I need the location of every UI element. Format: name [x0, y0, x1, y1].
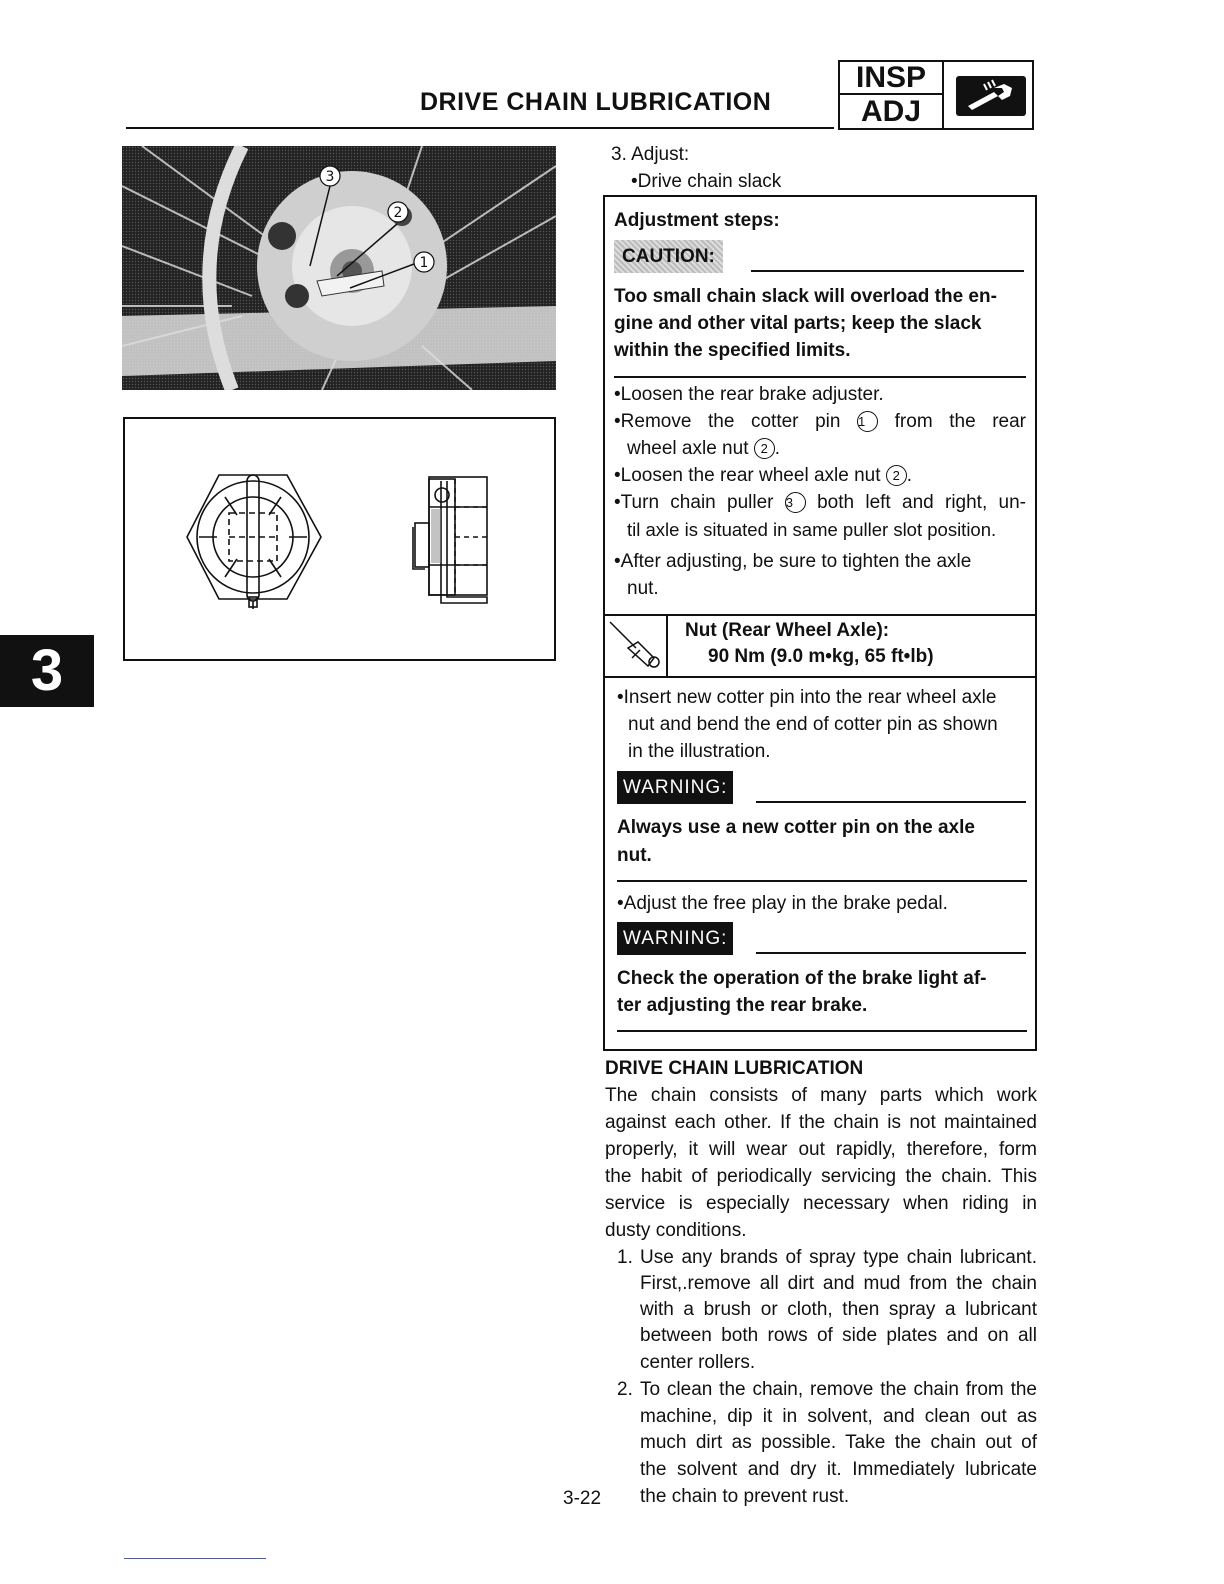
intro-line-4: the habit of periodically servicing the chain. This [605, 1166, 1037, 1187]
box-top-border [603, 195, 1037, 197]
intro-line-3: properly, it will wear out rapidly, therefore, form [605, 1139, 1037, 1160]
step-loosen-axle: •Loosen the rear wheel axle nut 2 . [614, 465, 913, 486]
step-tighten-axle: •After adjusting, be sure to tighten the axle [614, 551, 972, 572]
cotter-pin-diagram [123, 417, 556, 661]
ref-2-icon: 2 [754, 438, 775, 459]
intro-line-5: service is especially necessary when riding in [605, 1193, 1037, 1214]
box-right-border [1035, 195, 1037, 1051]
torque-wrench-icon [606, 618, 664, 674]
item-2-line-3: much dirt as possible. Take the chain out of [640, 1432, 1037, 1453]
rear-wheel-photo [122, 146, 556, 390]
torque-value: 90 Nm (9.0 m•kg, 65 ft•lb) [708, 646, 934, 667]
item-1-line-3: with a brush or cloth, then spray a lubricant [640, 1299, 1037, 1320]
caution-end-rule [614, 376, 1026, 378]
warning-2-line-2: ter adjusting the rear brake. [617, 995, 868, 1016]
intro-line-1: The chain consists of many parts which work [605, 1085, 1037, 1106]
footer-rule [124, 1558, 266, 1559]
warning-2-line-1: Check the operation of the brake light af- [617, 968, 987, 989]
page-title: DRIVE CHAIN LUBRICATION [420, 88, 772, 116]
item-2-line-2: machine, dip it in solvent, and clean out as [640, 1406, 1037, 1427]
warning-2-end-rule [617, 1030, 1027, 1032]
adj-label: ADJ [840, 95, 944, 128]
step-loosen-brake: •Loosen the rear brake adjuster. [614, 384, 884, 405]
callout-3: 3 [325, 169, 335, 185]
axle-nut-illustration [125, 419, 554, 659]
adjustment-steps-title: Adjustment steps: [614, 210, 780, 231]
item-1-line-5: center rollers. [640, 1352, 756, 1373]
section-badge [838, 60, 1034, 130]
warning-1-line-1: Always use a new cotter pin on the axle [617, 817, 975, 838]
step-3-bullet: •Drive chain slack [631, 171, 782, 192]
item-2-line-1: To clean the chain, remove the chain from the [640, 1379, 1037, 1400]
warning-1-line-2: nut. [617, 845, 652, 866]
insert-line-2: nut and bend the end of cotter pin as shown [628, 714, 998, 735]
callout-2: 2 [393, 205, 403, 221]
warning-badge-1: WARNING: [617, 771, 733, 804]
insert-line-3: in the illustration. [628, 741, 771, 762]
warning-1-end-rule [617, 880, 1027, 882]
item-2-number: 2. [617, 1379, 633, 1400]
ref-2-icon: 2 [886, 465, 907, 486]
item-1-line-2: First,.remove all dirt and mud from the chain [640, 1273, 1037, 1294]
item-2-line-5: the chain to prevent rust. [640, 1486, 850, 1507]
lubrication-heading: DRIVE CHAIN LUBRICATION [605, 1058, 864, 1079]
ref-3-icon: 3 [785, 492, 806, 513]
box-bottom-border [603, 1049, 1037, 1051]
step-tighten-axle-cont: nut. [627, 578, 659, 599]
intro-line-2: against each other. If the chain is not maintained [605, 1112, 1037, 1133]
torque-bottom-rule [603, 676, 1037, 678]
warning-1-rule [756, 801, 1026, 803]
step-remove-cotter: •Remove the cotter pin 1 from the rear [614, 411, 1027, 432]
caution-badge: CAUTION: [614, 240, 723, 273]
header-rule [126, 127, 834, 129]
callout-1: 1 [419, 255, 429, 271]
adjust-free-play: •Adjust the free play in the brake pedal. [617, 893, 948, 914]
torque-divider [666, 614, 668, 676]
item-2-line-4: the solvent and dry it. Immediately lubricate [640, 1459, 1037, 1480]
item-1-line-4: between both rows of side plates and on all [640, 1325, 1037, 1346]
insert-line-1: •Insert new cotter pin into the rear wheel axle [617, 687, 997, 708]
caution-line-2: gine and other vital parts; keep the slack [614, 313, 982, 334]
chapter-tab: 3 [0, 635, 94, 707]
step-turn-puller-cont: til axle is situated in same puller slot position. [627, 519, 997, 540]
step-remove-cotter-cont: wheel axle nut 2 . [627, 438, 781, 459]
torque-label: Nut (Rear Wheel Axle): [685, 620, 890, 641]
intro-line-6: dusty conditions. [605, 1220, 747, 1241]
item-1-number: 1. [617, 1247, 633, 1268]
item-1-line-1: Use any brands of spray type chain lubricant. [640, 1247, 1037, 1268]
caution-line-3: within the specified limits. [614, 340, 851, 361]
insp-label: INSP [840, 62, 944, 95]
page-number: 3-22 [563, 1488, 602, 1509]
wrench-icon [954, 74, 1028, 118]
warning-badge-2: WARNING: [617, 922, 733, 955]
step-turn-puller: •Turn chain puller 3 both left and right, un- [614, 492, 1026, 513]
caution-line-1: Too small chain slack will overload the en- [614, 286, 997, 307]
caution-rule [751, 270, 1024, 272]
ref-1-icon: 1 [857, 411, 878, 432]
warning-2-rule [756, 952, 1026, 954]
step-3-title: 3. Adjust: [611, 144, 690, 165]
torque-top-rule [603, 614, 1037, 616]
box-left-border [603, 195, 605, 1051]
